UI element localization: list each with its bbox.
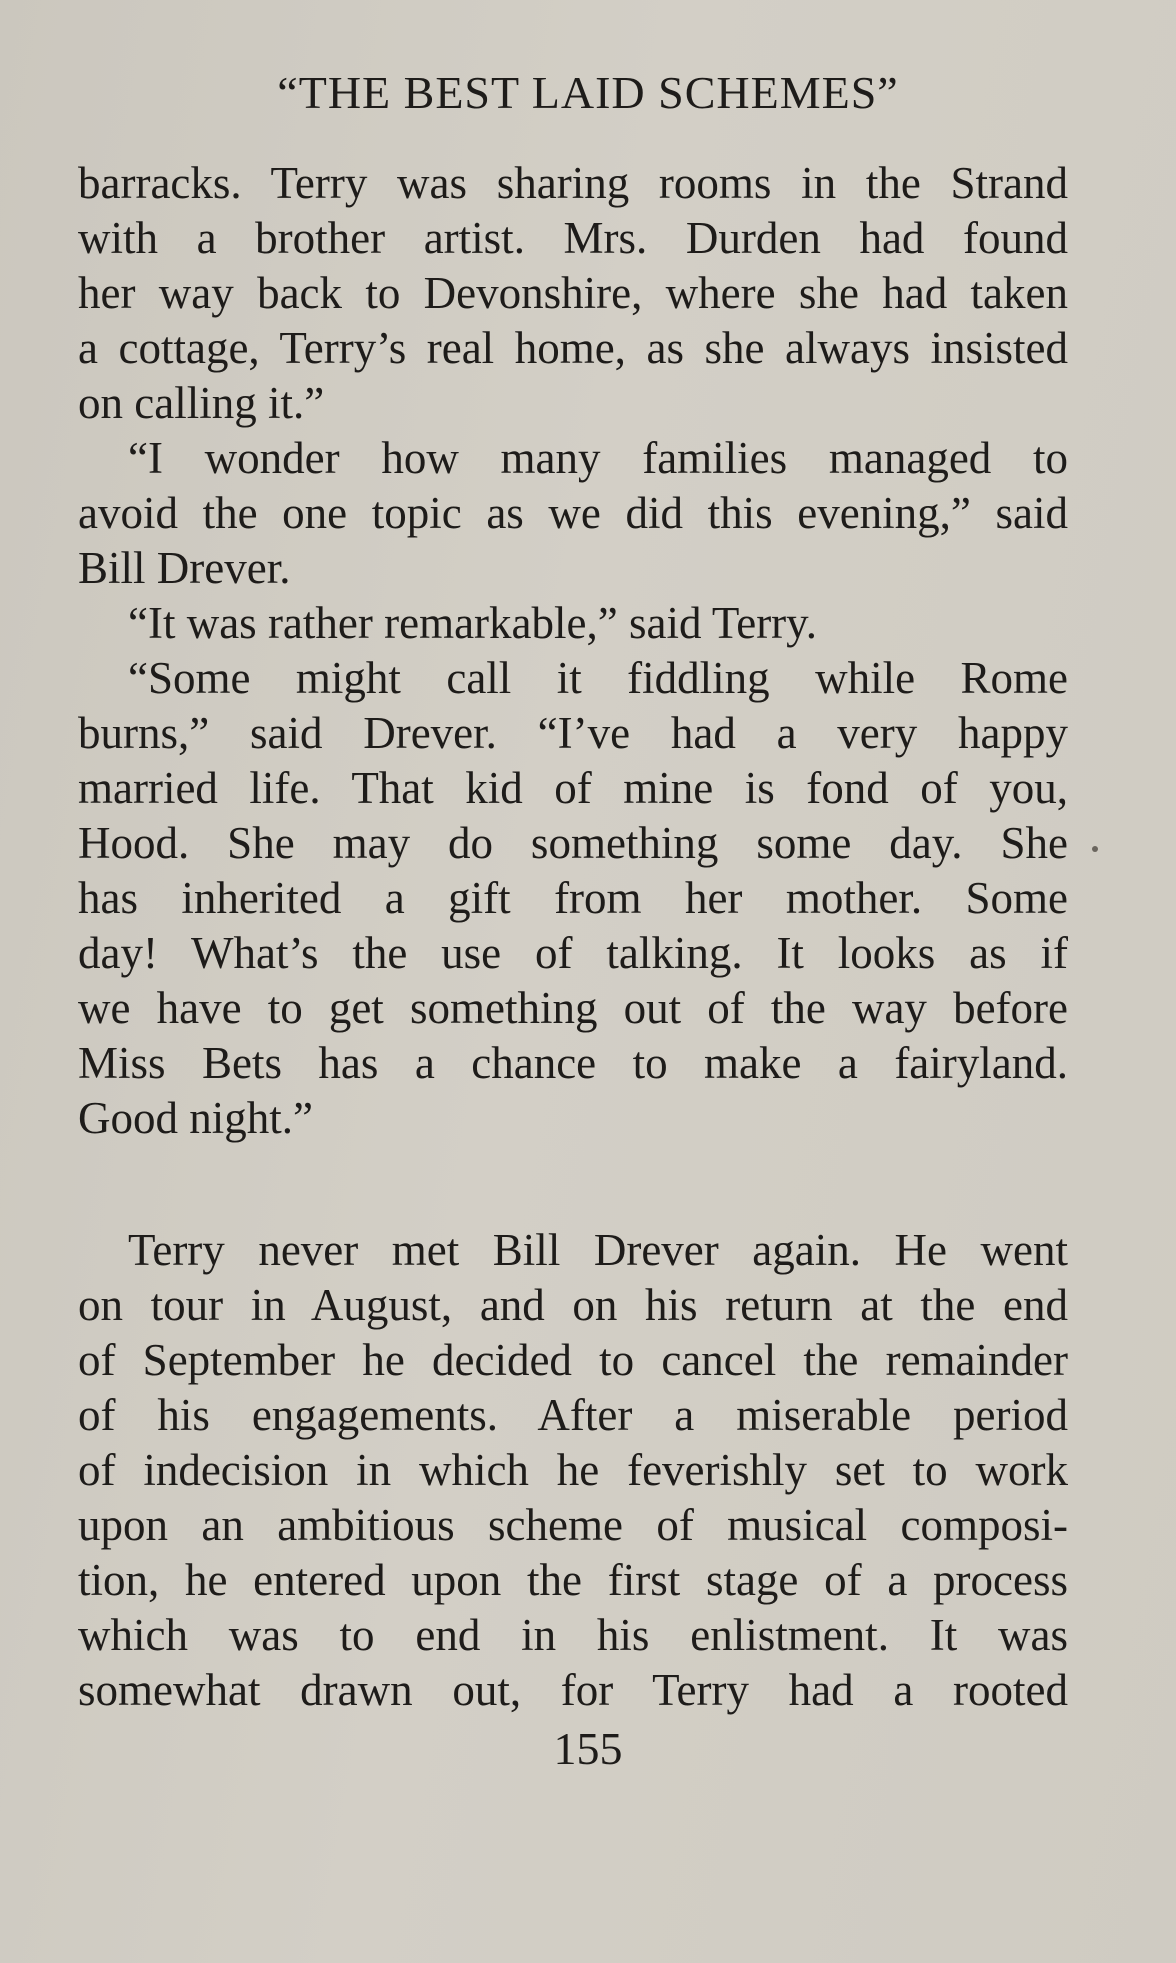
- text-line: day! What’s the use of talking. It looks as if: [78, 928, 1068, 978]
- text-line: Terry never met Bill Drever again. He went: [128, 1225, 1068, 1275]
- running-head: “THE BEST LAID SCHEMES”: [277, 67, 899, 118]
- text-line: Miss Bets has a chance to make a fairyland.: [78, 1038, 1068, 1088]
- text-line: on tour in August, and on his return at the end: [78, 1280, 1068, 1330]
- text-line: “I wonder how many families managed to: [128, 433, 1068, 483]
- text-line: “It was rather remarkable,” said Terry.: [128, 598, 817, 648]
- text-line: her way back to Devonshire, where she had taken: [78, 268, 1068, 318]
- text-line: married life. That kid of mine is fond of you,: [78, 763, 1068, 813]
- text-line: somewhat drawn out, for Terry had a rooted: [78, 1665, 1068, 1715]
- text-line: barracks. Terry was sharing rooms in the Strand: [78, 158, 1068, 208]
- text-line: Bill Drever.: [78, 543, 291, 593]
- text-line: of indecision in which he feverishly set to work: [78, 1445, 1068, 1495]
- text-line: upon an ambitious scheme of musical composi-: [78, 1500, 1068, 1550]
- text-line: has inherited a gift from her mother. Some: [78, 873, 1068, 923]
- text-line: Hood. She may do something some day. She: [78, 818, 1068, 868]
- text-line: with a brother artist. Mrs. Durden had found: [78, 213, 1068, 263]
- text-line: we have to get something out of the way before: [78, 983, 1068, 1033]
- page-number: 155: [553, 1723, 623, 1774]
- paper-speck: [1092, 846, 1098, 852]
- text-line: on calling it.”: [78, 378, 325, 428]
- text-line: a cottage, Terry’s real home, as she always insisted: [78, 323, 1068, 373]
- text-line: of his engagements. After a miserable period: [78, 1390, 1068, 1440]
- body-text: [78, 156, 1068, 1718]
- text-line: “Some might call it fiddling while Rome: [128, 653, 1068, 703]
- text-line: which was to end in his enlistment. It was: [78, 1610, 1068, 1660]
- section-break: [78, 1146, 1068, 1223]
- text-line: Good night.”: [78, 1093, 313, 1143]
- text-line: burns,” said Drever. “I’ve had a very happy: [78, 708, 1068, 758]
- text-line: avoid the one topic as we did this evening,” said: [78, 488, 1068, 538]
- text-line: tion, he entered upon the first stage of a process: [78, 1555, 1068, 1605]
- text-line: of September he decided to cancel the remainder: [78, 1335, 1068, 1385]
